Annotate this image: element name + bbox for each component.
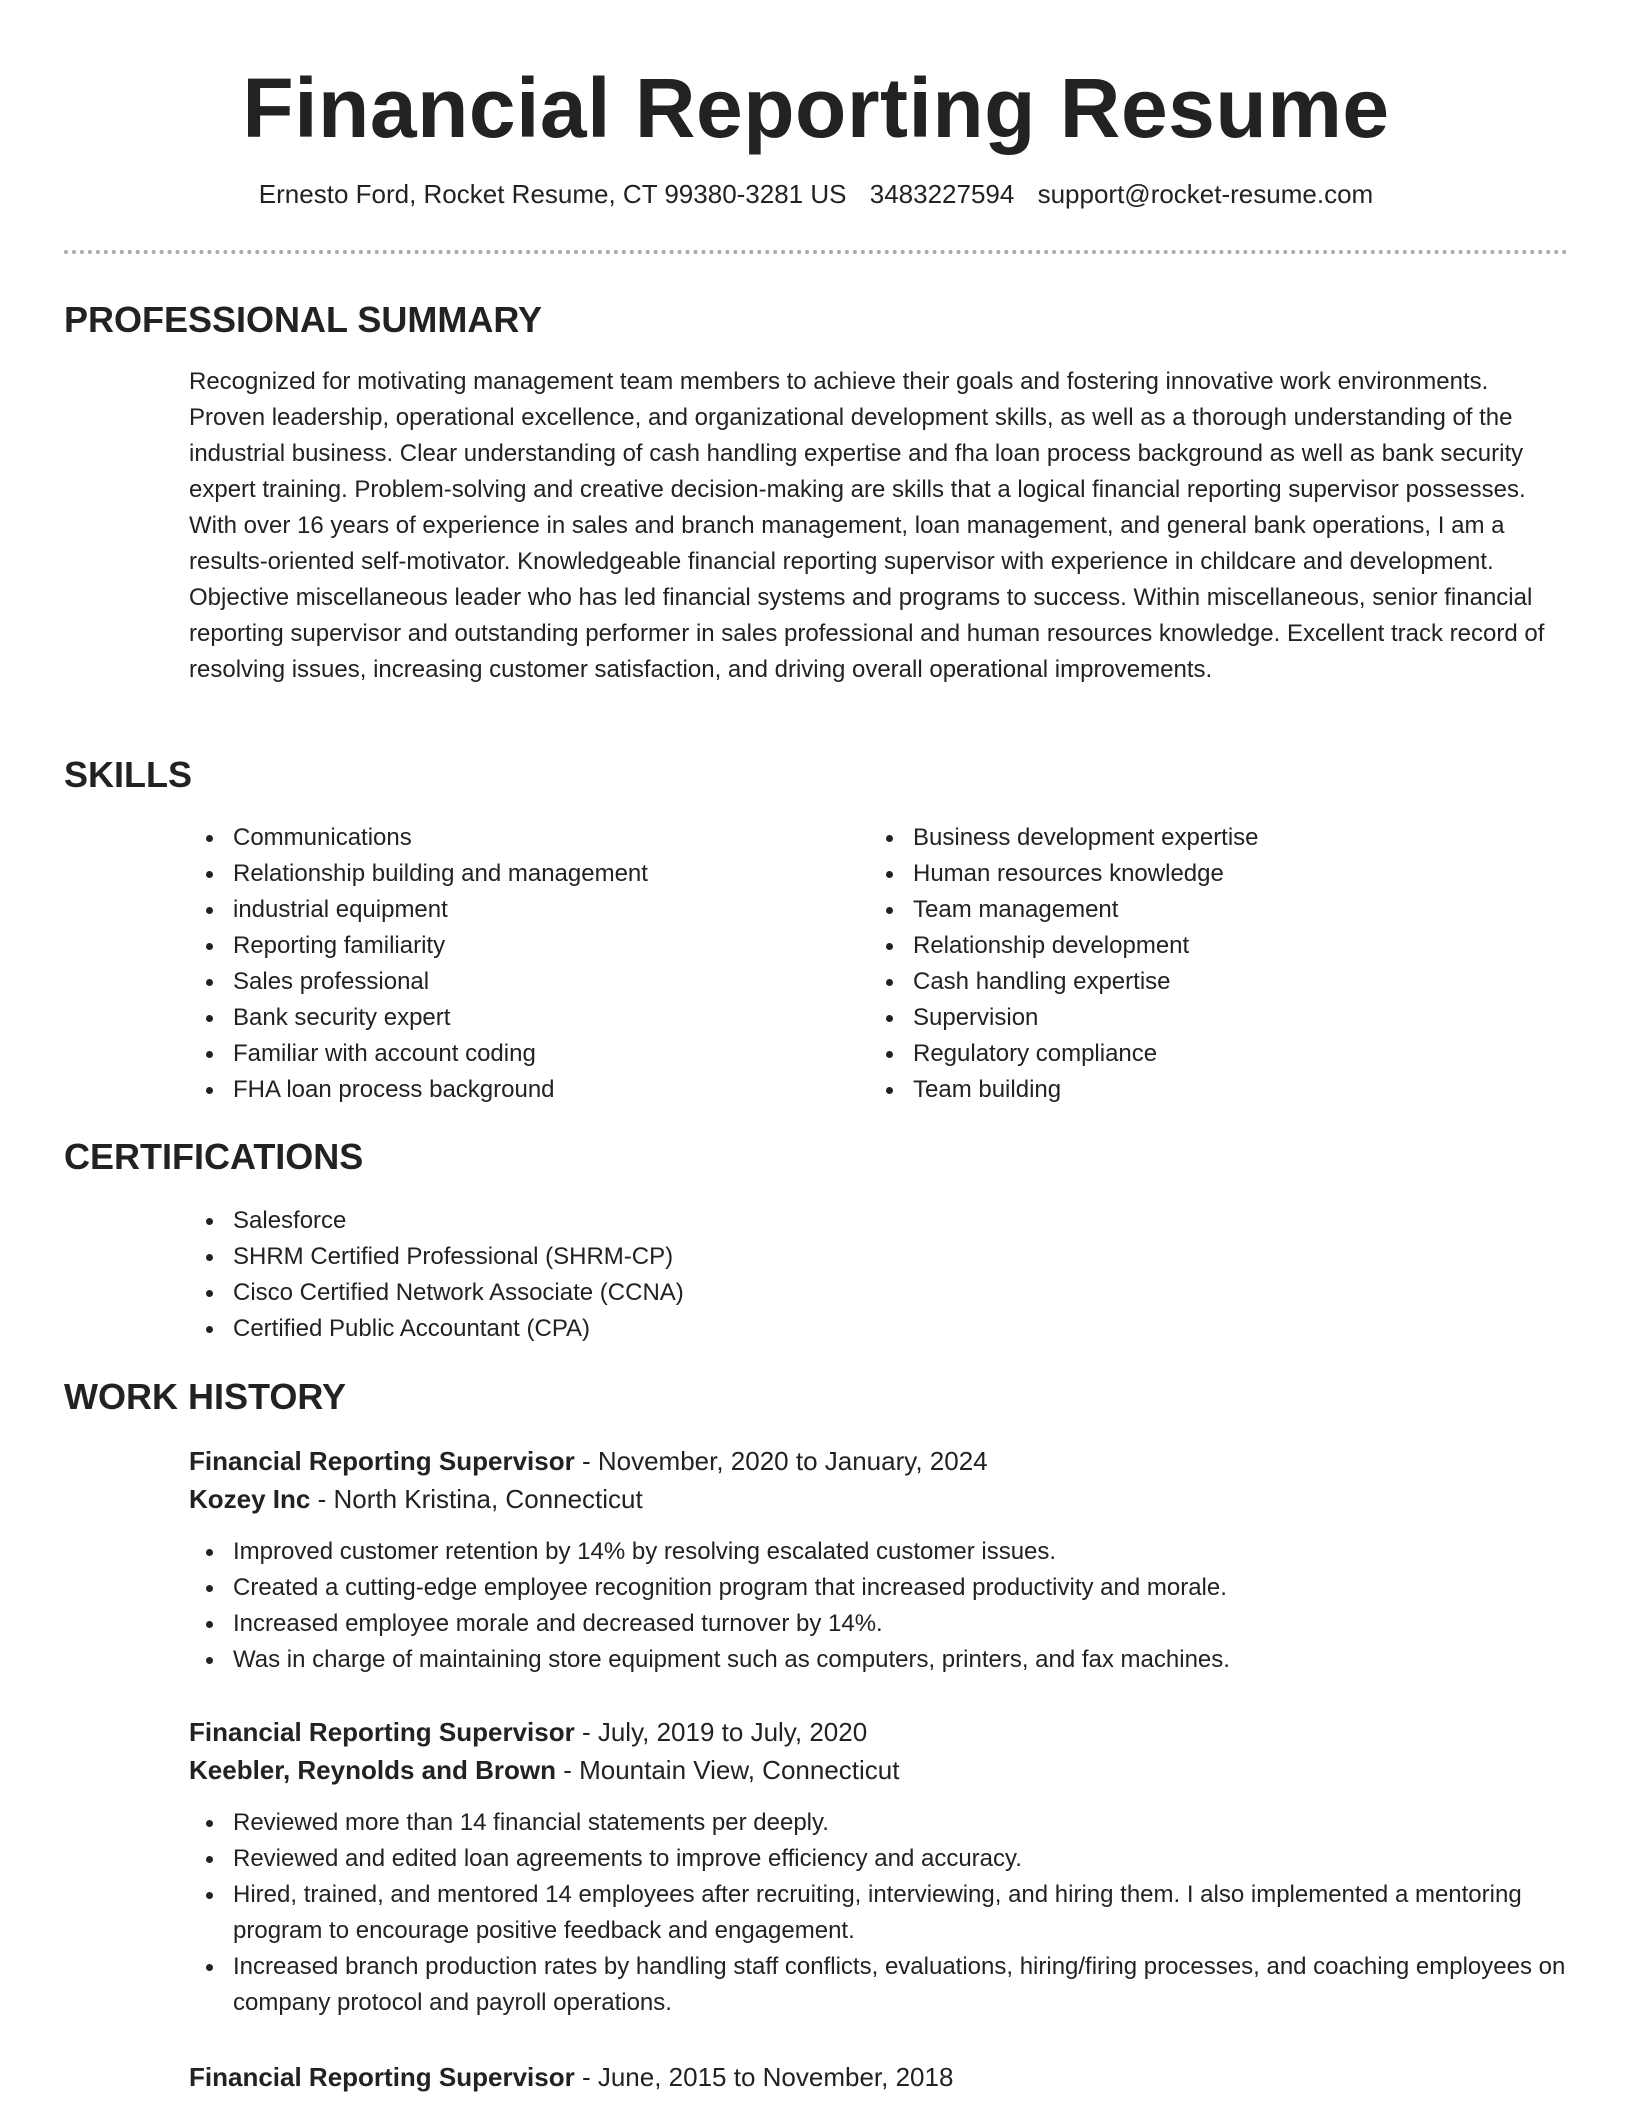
summary-text: Recognized for motivating management team members to achieve their goals and fostering innovative work environments. Proven leadership, operational excellence, and organizational development skills, as well as a thorough understanding of the industrial business. Clear understanding of cash handling expertise and fha loan process background as well as bank security expert training. Problem-solving and creative decision-making are skills that a logical financial reporting supervisor possesses. With over 16 years of experience in sales and branch management, loan management, and general bank operations, I am a results-oriented self-motivator. Knowledgeable financial reporting supervisor with experience in childcare and development. Objective miscellaneous leader who has led financial systems and programs to success. Within miscellaneous, senior financial reporting supervisor and outstanding performer in sales professional and human resources knowledge. Excellent track record of resolving issues, increasing customer satisfaction, and driving overall operational improvements. [189,368,1545,683]
job-bullet: Increased employee morale and decreased turnover by 14%. [189,1606,1569,1642]
job-bullet: Increased branch production rates by handling staff conflicts, evaluations, hiring/firing processes, and coaching employees on company protocol and payroll operations. [189,1949,1569,2021]
skill-item: Supervision [869,1000,1559,1036]
resume-title: Financial Reporting Resume [242,61,1390,155]
job-dates: - November, 2020 to January, 2024 [574,1446,988,1476]
skill-item: Cash handling expertise [869,964,1559,1000]
job-title: Financial Reporting Supervisor [189,2062,575,2092]
skill-item: Sales professional [189,964,859,1000]
skill-item: Reporting familiarity [189,928,859,964]
job-dates: - July, 2019 to July, 2020 [574,1717,868,1747]
job-location: - Mountain View, Connecticut [555,1755,900,1785]
work-history-heading: WORK HISTORY [64,1376,347,1417]
job-title-line [189,2058,1569,2096]
skill-item: Regulatory compliance [869,1036,1559,1072]
job-bullet: Was in charge of maintaining store equipment such as computers, printers, and fax machines. [189,1642,1569,1678]
contact-email: support@rocket-resume.com [1037,179,1374,209]
job-bullets [189,1534,1569,1678]
job-company: Kozey Inc [189,1484,311,1514]
skill-item: Human resources knowledge [869,856,1559,892]
certification-item: Cisco Certified Network Associate (CCNA) [189,1275,1089,1311]
job-company-line [189,1751,1569,1789]
summary-heading: PROFESSIONAL SUMMARY [64,299,543,340]
job-bullet: Hired, trained, and mentored 14 employees after recruiting, interviewing, and hiring them. I also implemented a mentoring program to encourage positive feedback and engagement. [189,1877,1569,1949]
job-bullet: Improved customer retention by 14% by resolving escalated customer issues. [189,1534,1569,1570]
skills-heading: SKILLS [64,754,193,795]
skill-item: Team building [869,1072,1559,1108]
job-bullet: Reviewed and edited loan agreements to improve efficiency and accuracy. [189,1841,1569,1877]
skill-item: industrial equipment [189,892,859,928]
certifications-heading: CERTIFICATIONS [64,1136,364,1177]
job-bullet: Created a cutting-edge employee recognition program that increased productivity and morale. [189,1570,1569,1606]
contact-address: Ernesto Ford, Rocket Resume, CT 99380-3281 US [258,179,847,209]
resume-page [64,0,1568,2092]
skill-item: Familiar with account coding [189,1036,859,1072]
certification-item: Certified Public Accountant (CPA) [189,1311,1089,1347]
job-location: - North Kristina, Connecticut [310,1484,643,1514]
skill-item: Team management [869,892,1559,928]
job-bullets [189,1805,1569,2021]
job-company: Keebler, Reynolds and Brown [189,1755,556,1785]
job-entry [189,1442,1569,1678]
skill-item: Bank security expert [189,1000,859,1036]
contact-line [64,178,1568,210]
job-entry [189,1713,1569,2021]
skills-right-list [869,820,1559,1108]
contact-phone: 3483227594 [869,179,1015,209]
certifications-block [189,1203,1089,1347]
skill-item: Relationship development [869,928,1559,964]
job-title-line [189,1442,1569,1480]
job-company-line [189,1480,1569,1518]
skill-item: Communications [189,820,859,856]
certification-item: Salesforce [189,1203,1089,1239]
job-title: Financial Reporting Supervisor [189,1446,575,1476]
job-bullet: Reviewed more than 14 financial statements per deeply. [189,1805,1569,1841]
job-title: Financial Reporting Supervisor [189,1717,575,1747]
certification-item: SHRM Certified Professional (SHRM-CP) [189,1239,1089,1275]
skills-left-list [189,820,859,1108]
skill-item: Relationship building and management [189,856,859,892]
certifications-list [189,1203,1089,1347]
skills-left-column [189,820,859,1108]
skill-item: Business development expertise [869,820,1559,856]
job-entry [189,2058,1569,2096]
skills-right-column [869,820,1559,1108]
job-title-line [189,1713,1569,1751]
job-dates: - June, 2015 to November, 2018 [574,2062,954,2092]
skill-item: FHA loan process background [189,1072,859,1108]
header-divider [64,250,1568,254]
